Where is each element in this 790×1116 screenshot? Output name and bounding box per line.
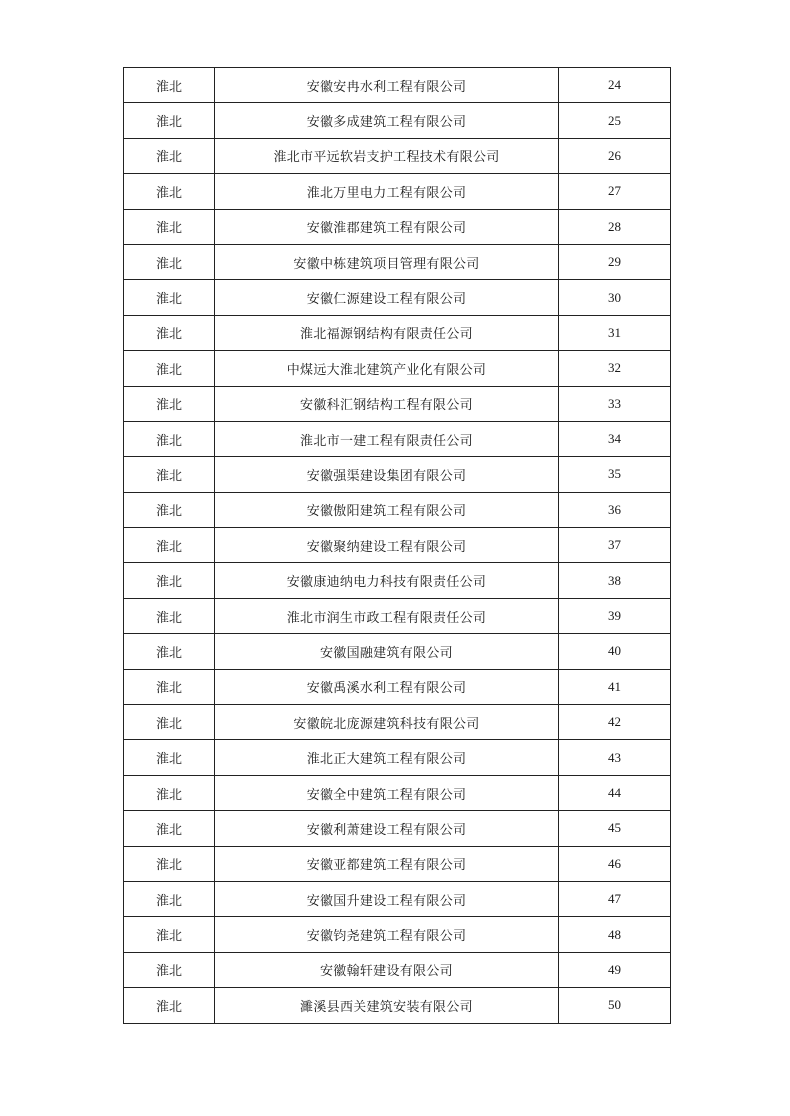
company-name-cell: 安徽全中建筑工程有限公司 — [215, 775, 559, 810]
city-cell: 淮北 — [124, 846, 215, 881]
serial-number-cell: 49 — [559, 952, 671, 987]
table-row — [124, 598, 671, 633]
city-cell: 淮北 — [124, 988, 215, 1023]
table-row — [124, 209, 671, 244]
table-body — [124, 68, 671, 1024]
table-row — [124, 669, 671, 704]
company-name-cell: 安徽中栋建筑项目管理有限公司 — [215, 244, 559, 279]
city-cell: 淮北 — [124, 280, 215, 315]
table-row — [124, 917, 671, 952]
company-name-cell: 安徽淮郡建筑工程有限公司 — [215, 209, 559, 244]
serial-number-cell: 39 — [559, 598, 671, 633]
company-name-cell: 安徽利萧建设工程有限公司 — [215, 811, 559, 846]
table-row — [124, 492, 671, 527]
serial-number-cell: 25 — [559, 103, 671, 138]
table-row — [124, 988, 671, 1023]
table-row — [124, 811, 671, 846]
serial-number-cell: 26 — [559, 138, 671, 173]
company-name-cell: 安徽康迪纳电力科技有限责任公司 — [215, 563, 559, 598]
city-cell: 淮北 — [124, 952, 215, 987]
city-cell: 淮北 — [124, 421, 215, 456]
serial-number-cell: 34 — [559, 421, 671, 456]
city-cell: 淮北 — [124, 917, 215, 952]
city-cell: 淮北 — [124, 457, 215, 492]
company-name-cell: 安徽亚都建筑工程有限公司 — [215, 846, 559, 881]
city-cell: 淮北 — [124, 563, 215, 598]
company-name-cell: 安徽强渠建设集团有限公司 — [215, 457, 559, 492]
city-cell: 淮北 — [124, 705, 215, 740]
table-row — [124, 315, 671, 350]
city-cell: 淮北 — [124, 492, 215, 527]
table-row — [124, 174, 671, 209]
city-cell: 淮北 — [124, 528, 215, 563]
serial-number-cell: 37 — [559, 528, 671, 563]
table-row — [124, 351, 671, 386]
serial-number-cell: 50 — [559, 988, 671, 1023]
serial-number-cell: 47 — [559, 881, 671, 916]
table-row — [124, 881, 671, 916]
city-cell: 淮北 — [124, 209, 215, 244]
city-cell: 淮北 — [124, 68, 215, 103]
company-name-cell: 安徽禹溪水利工程有限公司 — [215, 669, 559, 704]
table-row — [124, 775, 671, 810]
city-cell: 淮北 — [124, 386, 215, 421]
serial-number-cell: 41 — [559, 669, 671, 704]
table-row — [124, 280, 671, 315]
company-name-cell: 淮北市润生市政工程有限责任公司 — [215, 598, 559, 633]
serial-number-cell: 48 — [559, 917, 671, 952]
city-cell: 淮北 — [124, 598, 215, 633]
serial-number-cell: 38 — [559, 563, 671, 598]
serial-number-cell: 42 — [559, 705, 671, 740]
serial-number-cell: 40 — [559, 634, 671, 669]
city-cell: 淮北 — [124, 174, 215, 209]
serial-number-cell: 35 — [559, 457, 671, 492]
table-row — [124, 103, 671, 138]
table-row — [124, 634, 671, 669]
city-cell: 淮北 — [124, 740, 215, 775]
company-name-cell: 淮北市一建工程有限责任公司 — [215, 421, 559, 456]
serial-number-cell: 28 — [559, 209, 671, 244]
serial-number-cell: 32 — [559, 351, 671, 386]
company-name-cell: 安徽国升建设工程有限公司 — [215, 881, 559, 916]
company-name-cell: 安徽翰轩建设有限公司 — [215, 952, 559, 987]
serial-number-cell: 27 — [559, 174, 671, 209]
table-row — [124, 421, 671, 456]
company-list-table — [123, 67, 671, 1024]
table-row — [124, 528, 671, 563]
serial-number-cell: 29 — [559, 244, 671, 279]
table-row — [124, 386, 671, 421]
company-name-cell: 淮北正大建筑工程有限公司 — [215, 740, 559, 775]
serial-number-cell: 36 — [559, 492, 671, 527]
company-name-cell: 安徽国融建筑有限公司 — [215, 634, 559, 669]
city-cell: 淮北 — [124, 103, 215, 138]
company-name-cell: 中煤远大淮北建筑产业化有限公司 — [215, 351, 559, 386]
city-cell: 淮北 — [124, 811, 215, 846]
serial-number-cell: 30 — [559, 280, 671, 315]
serial-number-cell: 43 — [559, 740, 671, 775]
serial-number-cell: 45 — [559, 811, 671, 846]
company-name-cell: 安徽仁源建设工程有限公司 — [215, 280, 559, 315]
serial-number-cell: 24 — [559, 68, 671, 103]
table-row — [124, 68, 671, 103]
serial-number-cell: 46 — [559, 846, 671, 881]
company-name-cell: 安徽多成建筑工程有限公司 — [215, 103, 559, 138]
company-name-cell: 安徽聚纳建设工程有限公司 — [215, 528, 559, 563]
city-cell: 淮北 — [124, 315, 215, 350]
table-row — [124, 244, 671, 279]
table-row — [124, 952, 671, 987]
serial-number-cell: 44 — [559, 775, 671, 810]
table-row — [124, 138, 671, 173]
city-cell: 淮北 — [124, 634, 215, 669]
city-cell: 淮北 — [124, 669, 215, 704]
company-name-cell: 淮北万里电力工程有限公司 — [215, 174, 559, 209]
company-name-cell: 安徽钧尧建筑工程有限公司 — [215, 917, 559, 952]
table-row — [124, 740, 671, 775]
table-row — [124, 705, 671, 740]
city-cell: 淮北 — [124, 881, 215, 916]
city-cell: 淮北 — [124, 244, 215, 279]
city-cell: 淮北 — [124, 775, 215, 810]
company-name-cell: 淮北市平远软岩支护工程技术有限公司 — [215, 138, 559, 173]
city-cell: 淮北 — [124, 351, 215, 386]
serial-number-cell: 31 — [559, 315, 671, 350]
company-name-cell: 安徽皖北庞源建筑科技有限公司 — [215, 705, 559, 740]
company-name-cell: 安徽傲阳建筑工程有限公司 — [215, 492, 559, 527]
table-row — [124, 846, 671, 881]
table-row — [124, 563, 671, 598]
company-name-cell: 濉溪县西关建筑安装有限公司 — [215, 988, 559, 1023]
city-cell: 淮北 — [124, 138, 215, 173]
company-name-cell: 淮北福源钢结构有限责任公司 — [215, 315, 559, 350]
company-name-cell: 安徽安冉水利工程有限公司 — [215, 68, 559, 103]
table-row — [124, 457, 671, 492]
company-name-cell: 安徽科汇钢结构工程有限公司 — [215, 386, 559, 421]
serial-number-cell: 33 — [559, 386, 671, 421]
